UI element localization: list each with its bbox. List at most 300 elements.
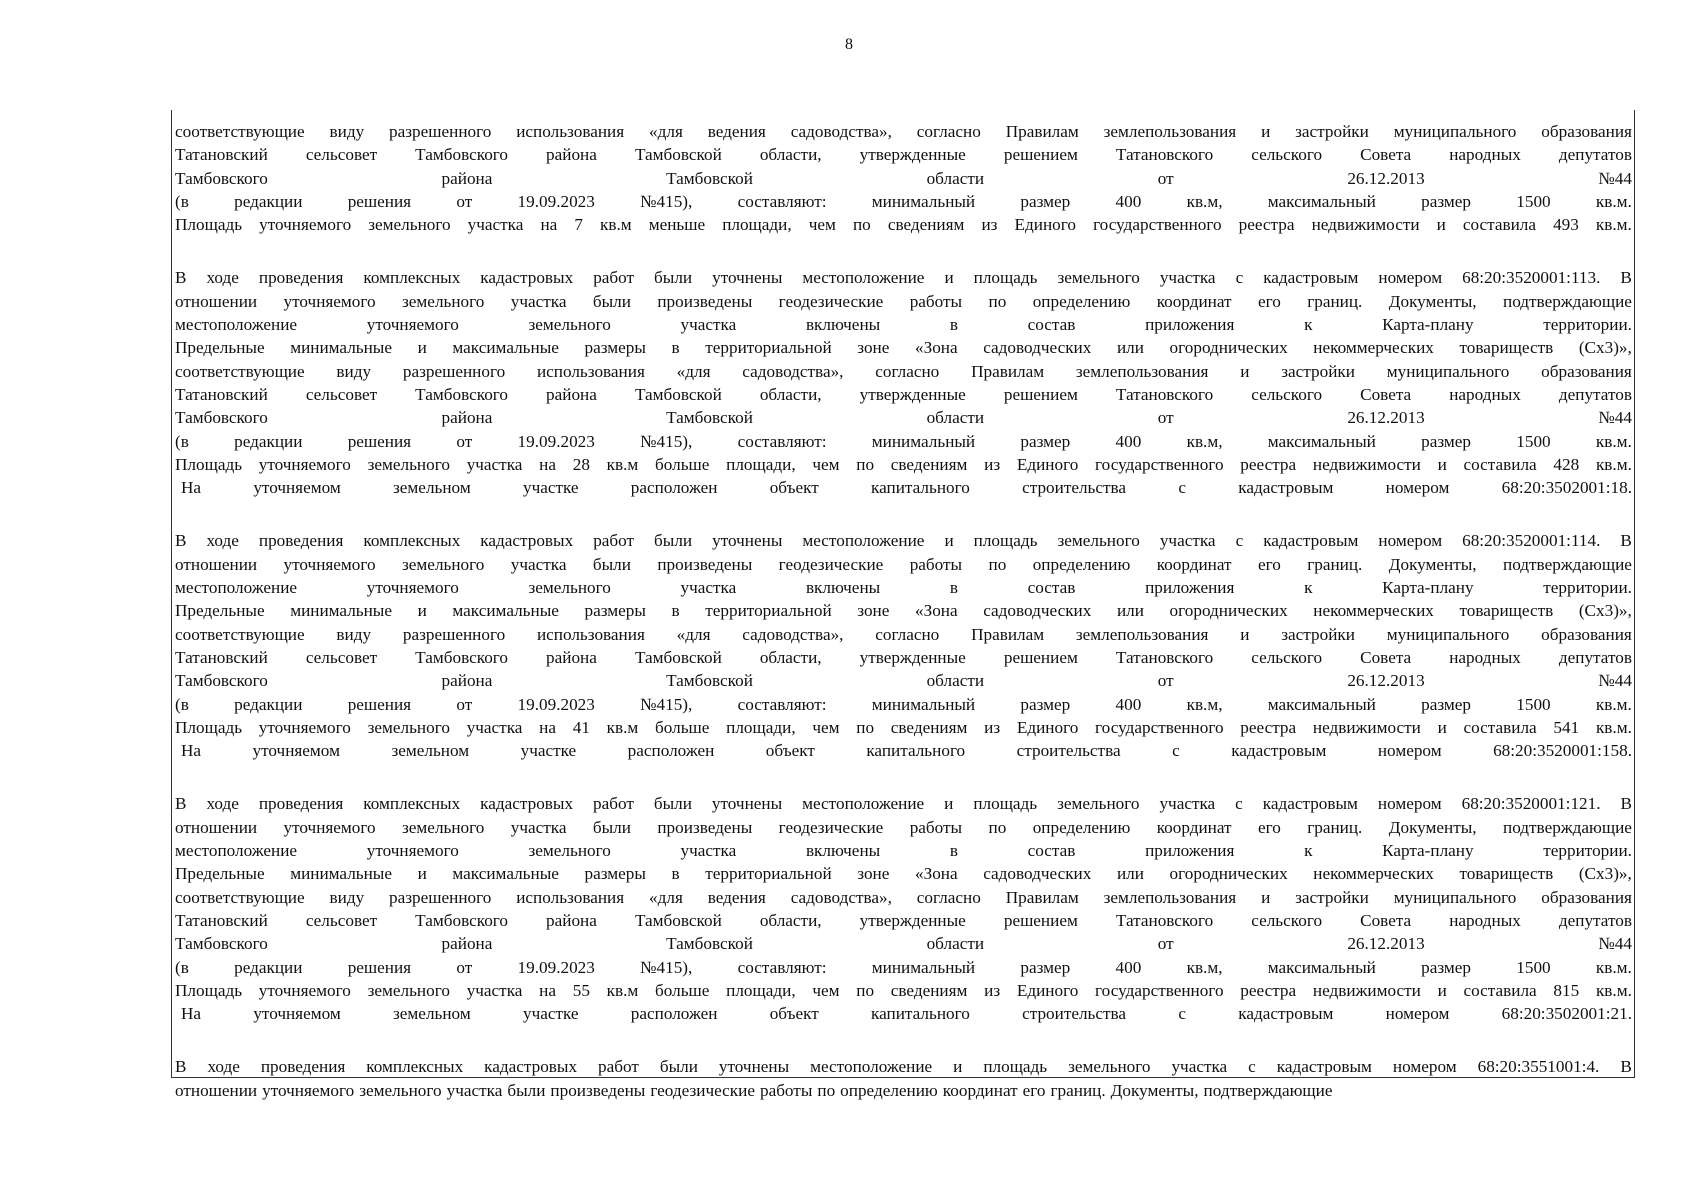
word: «Зона bbox=[914, 338, 958, 358]
word: кв.м. bbox=[1595, 957, 1632, 977]
word: сельского bbox=[1251, 384, 1323, 404]
word: Тамбовской bbox=[634, 145, 722, 165]
word: уточняемого bbox=[366, 841, 459, 861]
word: были bbox=[654, 531, 693, 551]
word: были bbox=[592, 291, 631, 311]
text-line bbox=[175, 430, 1632, 453]
word: недвижимости bbox=[1312, 717, 1421, 737]
word: «для bbox=[649, 887, 683, 907]
word: работы bbox=[909, 817, 963, 837]
word: товариществ bbox=[1459, 601, 1554, 621]
word: решением bbox=[1003, 647, 1078, 667]
word: утвержденные bbox=[859, 647, 966, 667]
word: составила bbox=[1462, 215, 1537, 235]
word: составляют: bbox=[737, 957, 827, 977]
word: садоводства», bbox=[790, 887, 892, 907]
word: в bbox=[671, 864, 680, 884]
word: расположен bbox=[627, 741, 715, 761]
word: составила bbox=[1463, 980, 1537, 1000]
word: минимальный bbox=[871, 694, 976, 714]
word: уточняемого bbox=[283, 554, 376, 574]
word: сельского bbox=[1251, 647, 1323, 667]
word: площади, bbox=[722, 215, 792, 235]
word: 28 bbox=[572, 454, 590, 474]
word: территориальной bbox=[705, 864, 832, 884]
word: размер bbox=[1421, 694, 1471, 714]
word: разрешенного bbox=[389, 887, 492, 907]
text-line bbox=[175, 406, 1632, 429]
word: (в bbox=[175, 694, 189, 714]
word: Правилам bbox=[1005, 887, 1079, 907]
word: 68:20:3520001:158. bbox=[1493, 741, 1632, 761]
word: Татановский bbox=[175, 145, 268, 165]
word: проведения bbox=[258, 794, 344, 814]
word: Тамбовского bbox=[175, 408, 268, 428]
word: от bbox=[1157, 168, 1174, 188]
word: минимальные bbox=[290, 864, 392, 884]
word: земельного bbox=[367, 717, 450, 737]
word: составила bbox=[1463, 717, 1537, 737]
word: зоне bbox=[857, 601, 890, 621]
word: от bbox=[456, 431, 473, 451]
word: 19.09.2023 bbox=[517, 957, 595, 977]
word: Тамбовского bbox=[175, 671, 268, 691]
word: согласно bbox=[875, 361, 940, 381]
word: земельного bbox=[1057, 268, 1140, 288]
word: земельного bbox=[402, 291, 485, 311]
word: решением bbox=[1003, 384, 1078, 404]
word: №415), bbox=[640, 191, 693, 211]
text-line bbox=[175, 290, 1632, 313]
word: В bbox=[1620, 268, 1632, 288]
word: разрешенного bbox=[402, 624, 506, 644]
word: садоводства», bbox=[742, 624, 844, 644]
word: в bbox=[671, 601, 680, 621]
word: на bbox=[540, 215, 558, 235]
word: максимальный bbox=[1267, 191, 1376, 211]
word: В bbox=[175, 1057, 187, 1077]
word: уточняемого bbox=[258, 980, 351, 1000]
word: с bbox=[1235, 268, 1244, 288]
word: сельсовет bbox=[305, 145, 378, 165]
word: составляют: bbox=[737, 694, 827, 714]
word: некоммерческих bbox=[1313, 601, 1434, 621]
word: района bbox=[546, 384, 597, 404]
word: В bbox=[1620, 1057, 1632, 1077]
word: размер bbox=[1020, 694, 1071, 714]
word: проведения bbox=[258, 268, 344, 288]
word: были bbox=[592, 554, 631, 574]
word: В bbox=[1620, 794, 1632, 814]
word: депутатов bbox=[1558, 647, 1632, 667]
word: с bbox=[1235, 794, 1243, 814]
word: с bbox=[1172, 741, 1180, 761]
word: Площадь bbox=[175, 215, 243, 235]
word: согласно bbox=[916, 122, 981, 141]
word: расположен bbox=[630, 478, 718, 498]
word: капитального bbox=[871, 1004, 970, 1024]
word: землепользования bbox=[1103, 887, 1237, 907]
word: размер bbox=[1020, 957, 1071, 977]
word: 68:20:3520001:121. bbox=[1461, 794, 1601, 814]
word: кадастровых bbox=[480, 268, 574, 288]
word: составляют: bbox=[737, 431, 827, 451]
word: Тамбовской bbox=[634, 647, 722, 667]
word: товариществ bbox=[1459, 338, 1554, 358]
text-line bbox=[175, 646, 1632, 669]
word: участка bbox=[467, 215, 524, 235]
word: были bbox=[592, 817, 631, 837]
word: отношении bbox=[175, 554, 258, 574]
word: редакции bbox=[234, 694, 303, 714]
word: садоводческих bbox=[983, 338, 1092, 358]
word: определению bbox=[840, 1080, 938, 1100]
word: произведены bbox=[657, 554, 753, 574]
paragraph bbox=[175, 1055, 1632, 1102]
word: максимальный bbox=[1267, 957, 1376, 977]
word: по bbox=[856, 454, 875, 474]
text-line bbox=[175, 383, 1632, 406]
word: максимальные bbox=[452, 864, 559, 884]
word: редакции bbox=[234, 191, 303, 211]
word: образования bbox=[1541, 624, 1632, 644]
word: недвижимости bbox=[1312, 454, 1421, 474]
word: в bbox=[949, 315, 958, 335]
word: кадастровых bbox=[480, 531, 574, 551]
text-line bbox=[175, 792, 1632, 815]
word: №415), bbox=[640, 431, 693, 451]
word: из bbox=[981, 215, 998, 235]
word: области bbox=[926, 934, 985, 954]
word: больше bbox=[655, 454, 710, 474]
word: «Зона bbox=[914, 864, 958, 884]
word: в bbox=[949, 841, 958, 861]
word: или bbox=[1116, 864, 1144, 884]
word: включены bbox=[805, 315, 881, 335]
word: и bbox=[1437, 980, 1447, 1000]
word: участка bbox=[466, 980, 523, 1000]
word: уточняемого bbox=[258, 454, 351, 474]
text-line bbox=[175, 839, 1632, 862]
word: (Сх3)», bbox=[1578, 601, 1632, 621]
word: 68:20:3551001:4. bbox=[1477, 1057, 1600, 1077]
paragraph bbox=[175, 120, 1632, 236]
word: землепользования bbox=[1075, 624, 1209, 644]
word: земельного bbox=[368, 215, 451, 235]
word: области, bbox=[759, 145, 822, 165]
word: На bbox=[181, 1004, 202, 1024]
word: В bbox=[175, 531, 187, 551]
word: 68:20:3502001:18. bbox=[1501, 478, 1632, 498]
word: образования bbox=[1541, 361, 1632, 381]
word: На bbox=[181, 741, 202, 761]
word: площади, bbox=[726, 717, 796, 737]
word: муниципального bbox=[1386, 624, 1510, 644]
text-line bbox=[175, 886, 1632, 909]
word: земельного bbox=[528, 578, 611, 598]
word: местоположение bbox=[802, 794, 925, 814]
word: составляют: bbox=[737, 191, 827, 211]
word: (в bbox=[175, 957, 189, 977]
word: народных bbox=[1449, 384, 1521, 404]
word: по bbox=[817, 1080, 836, 1100]
word: чем bbox=[808, 215, 836, 235]
word: Совета bbox=[1360, 910, 1412, 930]
word: Тамбовской bbox=[666, 168, 753, 188]
word: уточняемом bbox=[253, 478, 341, 498]
word: комплексных bbox=[363, 794, 461, 814]
word: минимальный bbox=[871, 431, 976, 451]
word: в bbox=[671, 338, 680, 358]
word: приложения bbox=[1145, 841, 1235, 861]
word: кадастровым bbox=[1276, 1057, 1372, 1077]
word: Документы, bbox=[1388, 554, 1477, 574]
word: Правилам bbox=[971, 624, 1045, 644]
word: решения bbox=[347, 431, 412, 451]
word: Тамбовского bbox=[175, 168, 268, 188]
word: земельного bbox=[1068, 1057, 1151, 1077]
word: Татановский bbox=[175, 647, 268, 667]
word: капитального bbox=[871, 478, 970, 498]
word: 19.09.2023 bbox=[517, 431, 595, 451]
text-line bbox=[175, 213, 1632, 236]
word: 68:20:3520001:113. bbox=[1462, 268, 1601, 288]
word: составила bbox=[1463, 454, 1537, 474]
word: кадастровым bbox=[1263, 531, 1359, 551]
word: размер bbox=[1020, 431, 1071, 451]
word: определению bbox=[1032, 554, 1131, 574]
word: землепользования bbox=[1075, 361, 1209, 381]
word: утвержденные bbox=[859, 910, 966, 930]
word: к bbox=[1304, 315, 1313, 335]
word: согласно bbox=[875, 624, 940, 644]
word: использования bbox=[536, 361, 645, 381]
word: работы bbox=[909, 291, 963, 311]
word: Тамбовской bbox=[666, 408, 753, 428]
word: к bbox=[1304, 578, 1313, 598]
word: земельном bbox=[393, 478, 471, 498]
word: его bbox=[1257, 291, 1281, 311]
text-line bbox=[175, 313, 1632, 336]
word: строительства bbox=[1016, 741, 1121, 761]
word: границ. bbox=[1307, 817, 1363, 837]
word: по bbox=[988, 817, 1007, 837]
word: по bbox=[852, 215, 871, 235]
word: минимальный bbox=[871, 957, 976, 977]
text-line bbox=[175, 693, 1632, 716]
word: земельного bbox=[367, 980, 450, 1000]
word: границ. bbox=[1307, 554, 1363, 574]
word: уточнены bbox=[718, 1057, 790, 1077]
word: чем bbox=[812, 717, 840, 737]
word: территории. bbox=[1543, 315, 1632, 335]
word: ходе bbox=[206, 531, 239, 551]
word: размеры bbox=[584, 864, 646, 884]
text-line bbox=[175, 360, 1632, 383]
word: были bbox=[659, 1057, 698, 1077]
word: уточняемом bbox=[252, 741, 340, 761]
word: соответствующие bbox=[175, 361, 305, 381]
word: соответствующие bbox=[175, 887, 305, 907]
word: и bbox=[417, 338, 427, 358]
word: области bbox=[926, 168, 985, 188]
word: некоммерческих bbox=[1313, 864, 1434, 884]
word: кв.м. bbox=[1595, 215, 1632, 235]
word: реестра bbox=[1240, 454, 1297, 474]
word: Тамбовского bbox=[175, 934, 268, 954]
text-line bbox=[175, 529, 1632, 552]
word: по bbox=[988, 291, 1007, 311]
word: расположен bbox=[630, 1004, 718, 1024]
word: участка bbox=[680, 578, 737, 598]
word: координат bbox=[1156, 554, 1232, 574]
word: уточнены bbox=[712, 268, 783, 288]
word: Площадь bbox=[175, 980, 243, 1000]
word: от bbox=[1157, 408, 1174, 428]
word: разрешенного bbox=[402, 361, 506, 381]
word: Площадь bbox=[175, 454, 243, 474]
word: и bbox=[1240, 361, 1250, 381]
word: земельном bbox=[391, 741, 470, 761]
word: объект bbox=[769, 1004, 819, 1024]
word: кв.м. bbox=[1595, 717, 1632, 737]
word: сведениям bbox=[890, 717, 968, 737]
word: Документы, bbox=[1388, 817, 1477, 837]
word: земельного bbox=[367, 454, 450, 474]
word: и bbox=[1437, 717, 1447, 737]
word: виду bbox=[329, 887, 365, 907]
word: решения bbox=[347, 694, 412, 714]
word: застройки bbox=[1281, 624, 1355, 644]
text-line bbox=[175, 266, 1632, 289]
word: максимальные bbox=[452, 601, 559, 621]
word: из bbox=[984, 454, 1001, 474]
word: района bbox=[441, 934, 493, 954]
text-line bbox=[175, 979, 1632, 1002]
word: были bbox=[653, 794, 692, 814]
word: территории. bbox=[1543, 578, 1632, 598]
word: больше bbox=[655, 980, 710, 1000]
word: участке bbox=[522, 1004, 579, 1024]
word: кв.м bbox=[600, 215, 632, 235]
word: участка bbox=[446, 1080, 503, 1100]
word: образования bbox=[1541, 887, 1632, 907]
word: виду bbox=[336, 361, 372, 381]
word: кадастровым bbox=[1238, 1004, 1334, 1024]
text-line bbox=[175, 453, 1632, 476]
word: Совета bbox=[1360, 145, 1412, 165]
word: зоне bbox=[857, 338, 890, 358]
word: были bbox=[654, 268, 693, 288]
word: государственного bbox=[1095, 980, 1224, 1000]
word: Документы, bbox=[1388, 291, 1477, 311]
word: Тамбовской bbox=[634, 384, 722, 404]
word: кадастровым bbox=[1238, 478, 1334, 498]
word: застройки bbox=[1295, 887, 1369, 907]
word: сведениям bbox=[890, 980, 968, 1000]
word: и bbox=[1437, 454, 1447, 474]
word: подтверждающие bbox=[1503, 291, 1632, 311]
paragraph bbox=[175, 266, 1632, 499]
word: или bbox=[1116, 338, 1144, 358]
word: 400 bbox=[1115, 431, 1142, 451]
word: соответствующие bbox=[175, 624, 305, 644]
word: муниципального bbox=[1393, 122, 1517, 141]
word: редакции bbox=[234, 431, 303, 451]
word: Предельные bbox=[175, 338, 265, 358]
word: с bbox=[1248, 1057, 1256, 1077]
word: и bbox=[417, 864, 427, 884]
word: 26.12.2013 bbox=[1347, 671, 1425, 691]
word: участка bbox=[1159, 531, 1216, 551]
word: уточняемого bbox=[262, 1080, 355, 1100]
word: минимальный bbox=[871, 191, 976, 211]
word: землепользования bbox=[1103, 122, 1237, 141]
word: территориальной bbox=[705, 601, 832, 621]
paragraph bbox=[175, 792, 1632, 1025]
text-line bbox=[175, 1079, 1632, 1102]
word: сведениям bbox=[887, 215, 965, 235]
word: Тамбовского bbox=[415, 384, 508, 404]
word: территориальной bbox=[705, 338, 832, 358]
word: подтверждающие bbox=[1503, 817, 1632, 837]
word: местоположение bbox=[175, 841, 298, 861]
document-text-frame bbox=[171, 110, 1635, 1100]
word: №415), bbox=[640, 694, 693, 714]
word: от bbox=[456, 191, 473, 211]
word: района bbox=[441, 671, 493, 691]
word: кв.м. bbox=[1595, 191, 1632, 211]
word: уточняемого bbox=[366, 578, 459, 598]
text-line bbox=[175, 716, 1632, 739]
word: района bbox=[546, 910, 597, 930]
word: участка bbox=[466, 717, 523, 737]
word: сельского bbox=[1251, 145, 1323, 165]
word: Единого bbox=[1016, 980, 1079, 1000]
word: от bbox=[1157, 671, 1174, 691]
word: использования bbox=[516, 122, 625, 141]
word: «для bbox=[676, 361, 711, 381]
text-line bbox=[175, 909, 1632, 932]
word: Совета bbox=[1360, 384, 1412, 404]
word: Карта-плану bbox=[1382, 578, 1474, 598]
word: площадь bbox=[983, 1057, 1048, 1077]
word: местоположение bbox=[175, 315, 298, 335]
text-line bbox=[175, 669, 1632, 692]
word: проведения bbox=[260, 1057, 346, 1077]
word: участка bbox=[510, 554, 567, 574]
word: площадь bbox=[973, 268, 1038, 288]
word: и bbox=[944, 794, 954, 814]
word: разрешенного bbox=[389, 122, 492, 141]
word: чем bbox=[812, 454, 840, 474]
word: №44 bbox=[1598, 934, 1632, 954]
word: участка bbox=[1159, 794, 1216, 814]
word: номером bbox=[1377, 794, 1442, 814]
word: с bbox=[1178, 1004, 1186, 1024]
word: строительства bbox=[1022, 1004, 1127, 1024]
word: «Зона bbox=[914, 601, 958, 621]
word: народных bbox=[1449, 647, 1521, 667]
word: 26.12.2013 bbox=[1347, 934, 1425, 954]
word: решения bbox=[347, 191, 412, 211]
word: решения bbox=[347, 957, 412, 977]
word: согласно bbox=[916, 887, 981, 907]
word: минимальные bbox=[290, 601, 392, 621]
word: работы bbox=[759, 1080, 813, 1100]
word: садоводства», bbox=[742, 361, 844, 381]
word: огороднических bbox=[1169, 338, 1288, 358]
